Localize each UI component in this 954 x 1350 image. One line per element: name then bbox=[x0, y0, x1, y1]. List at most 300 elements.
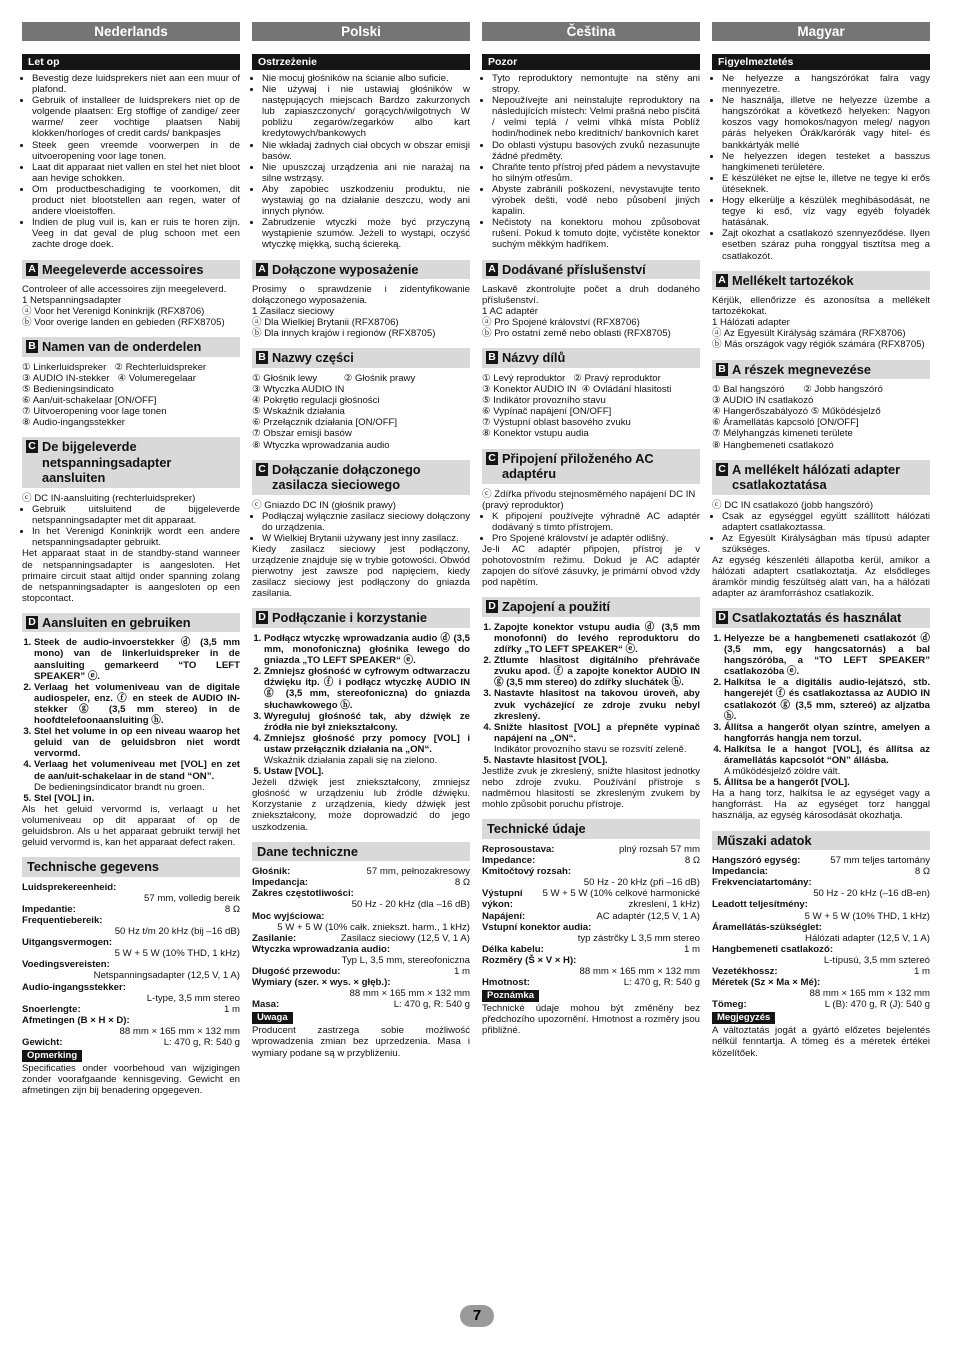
usage-steps bbox=[22, 637, 240, 803]
accessory-item: ⓐ Pro Spojené království (RFX8706) bbox=[482, 317, 640, 329]
spec-row bbox=[712, 999, 930, 1010]
spec-key: Vezetékhossz: bbox=[712, 966, 778, 977]
parts-section-title: Nazwy części bbox=[272, 350, 354, 366]
spec-value: 1 m bbox=[684, 943, 700, 955]
warning-item: • Nečistoty na konektoru mohou způsobovat rušení. Pokud k tomuto dojte, vyčistěte konektor suchým měkkým hadříkem. bbox=[492, 217, 700, 250]
warning-item: • Nie upuszczaj urządzenia ani nie narażaj na silne wstrząsy. bbox=[262, 162, 470, 184]
usage-step bbox=[34, 682, 240, 726]
adapter-section bbox=[252, 460, 470, 495]
usage-step-text: Stel het volume in op een niveau waarop het geluid van de geluidsbron niet wordt vervormd. bbox=[34, 726, 240, 760]
usage-step-text: Steek de audio-invoerstekker ⓓ (3,5 mm mono) van de linkerluidspreker in de aansluiting gemarkeerd “TO LEFT SPEAKER” ⓔ. bbox=[34, 637, 240, 682]
warning-item: • Ne helyezzen idegen testeket a basszus hangkimeneti területére. bbox=[722, 151, 930, 173]
usage-step bbox=[494, 655, 700, 688]
usage-step bbox=[724, 677, 930, 721]
spec-value: 57 mm teljes tartomány bbox=[830, 855, 930, 867]
part-item: ⑤ Bedieningsindicato bbox=[22, 384, 114, 396]
page-number: 7 bbox=[460, 1305, 494, 1327]
specs-section-title: Dane techniczne bbox=[257, 843, 358, 859]
spec-value: 8 Ω bbox=[224, 903, 240, 915]
adapter-intro: ⓒ Zdířka přívodu stejnosměrného napájení DC IN (pravý reproduktor) bbox=[482, 488, 696, 511]
warning-list bbox=[22, 73, 240, 251]
specs-list bbox=[22, 882, 240, 1048]
spec-value: L: 470 g, R: 540 g bbox=[163, 1036, 240, 1048]
warning-item: • Abyste zabránili poškození, nevystavujte tento výrobek dešti, vodě nebo působení jiných kapalin. bbox=[492, 184, 700, 217]
spec-key: Wymiary (szer. × wys. × głęb.): bbox=[252, 977, 391, 989]
part-item: ⑦ Uitvoeropening voor lage tonen bbox=[22, 406, 167, 418]
warning-item: • Steek geen vreemde voorwerpen in de uitvoeropening voor lage tonen. bbox=[32, 140, 240, 162]
part-item: ⑧ Hangbemeneti csatlakozó bbox=[712, 439, 834, 451]
specs-list bbox=[252, 866, 470, 1010]
spec-value: 8 Ω bbox=[454, 877, 470, 889]
usage-section bbox=[712, 608, 930, 628]
warning-heading: Ostrzeżenie bbox=[252, 54, 470, 70]
spec-row bbox=[712, 855, 930, 866]
spec-key: Uitgangsvermogen: bbox=[22, 937, 113, 949]
warning-item: • Aby zapobiec uszkodzeniu produktu, nie wystawiaj go na działanie deszczu, wody ani innych płynów. bbox=[262, 184, 470, 217]
spec-key: Impedancja: bbox=[252, 877, 308, 889]
specs-section-title: Technické údaje bbox=[487, 821, 586, 837]
usage-step bbox=[494, 722, 700, 755]
warning-item: • Bevestig deze luidsprekers niet aan een muur of plafond. bbox=[32, 73, 240, 95]
spec-row bbox=[712, 866, 930, 877]
section-letter: B bbox=[716, 363, 728, 376]
usage-step-text: Zmniejsz głośność w cyfrowym odtwarzaczu dźwięku itp. ⓕ i podłącz wtyczkę AUDIO IN ⓖ (3,5 mm, stereofoniczna) do gniazda słuchawkowego ⓗ. bbox=[264, 666, 470, 711]
usage-step-text: Helyezze be a hangbemeneti csatlakozót ⓓ (3,5 mm, egy hangcsatornás) a bal hangszóróba, a “TO LEFT SPEAKER” csatlakozóba ⓔ. bbox=[724, 632, 930, 678]
specs-section bbox=[252, 842, 470, 862]
warning-item: • Nie używaj i nie ustawiaj głośników w następujących miejscach Bardzo zakurzonych lub zapiaszczonych/ gorących/wilgotnych W pobliżu zegarów/zegarków albo kart kredytowych/bankowych bbox=[262, 84, 470, 139]
spec-value: typ zástrčky L 3,5 mm stereo bbox=[577, 932, 700, 944]
spec-value: L-type, 3,5 mm stereo bbox=[146, 992, 240, 1004]
note-label: Uwaga bbox=[252, 1012, 293, 1024]
part-item: ① Linkerluidspreker ② Rechterluidspreker bbox=[22, 361, 207, 373]
part-item: ⑤ Indikátor provozního stavu bbox=[482, 395, 606, 407]
part-item: ⑥ Przełącznik działania [ON/OFF] bbox=[252, 417, 398, 429]
spec-value: 1 m bbox=[454, 966, 470, 977]
specs-section-title: Technische gegevens bbox=[27, 859, 160, 875]
accessories-section bbox=[252, 260, 470, 280]
spec-key: Zasilanie: bbox=[252, 932, 297, 944]
spec-value: 5 W + 5 W (10% całk. zniekszt. harm., 1 kHz) bbox=[277, 921, 470, 933]
part-item: ⑦ Mélyhangzás kimeneti területe bbox=[712, 428, 853, 440]
part-item: ③ AUDIO IN csatlakozó bbox=[712, 395, 814, 407]
spec-row bbox=[482, 944, 700, 955]
spec-key: Impedancia: bbox=[712, 866, 768, 878]
spec-key: Luidsprekereenheid: bbox=[22, 881, 117, 893]
part-item: ⑧ Konektor vstupu audia bbox=[482, 428, 589, 440]
language-header: Čeština bbox=[482, 22, 700, 41]
accessory-item: 1 Hálózati adapter bbox=[712, 317, 790, 329]
accessories-section-title: Meegeleverde accessoires bbox=[42, 261, 204, 277]
accessories-section-title: Mellékelt tartozékok bbox=[732, 272, 854, 288]
accessory-item: 1 Netspanningsadapter bbox=[22, 295, 122, 307]
note-text: A változtatás jogát a gyártó előzetes bejelentés nélkül fenntartja. A tömeg és a méretek értékei közelítőek. bbox=[712, 1025, 930, 1059]
spec-row bbox=[712, 966, 930, 977]
section-letter: A bbox=[26, 263, 38, 276]
usage-text: Jestliže zvuk je zkreslený, snižte hlasitost jednotky nebo zdroje zvuku. Používání přístroje s nadměrnou hlasitostí se zkresleným zvukem by mohlo způsobit poruchu přístroje. bbox=[482, 766, 700, 811]
spec-key: Wtyczka wprowadzania audio: bbox=[252, 943, 391, 955]
part-item: ① Głośnik lewy ② Głośnik prawy bbox=[252, 372, 416, 384]
spec-key: Długość przewodu: bbox=[252, 966, 341, 977]
spec-value: 88 mm × 165 mm × 132 mm bbox=[349, 988, 470, 1000]
spec-row bbox=[482, 888, 700, 910]
spec-value: 5 W + 5 W (10% celkové harmonické zkreslení, 1 kHz) bbox=[542, 888, 700, 911]
specs-list bbox=[482, 844, 700, 988]
usage-step-text: Nastavte hlasitost na takovou úroveň, aby zvuk vycházející ze zdroje zvuku nebyl zkreslený. bbox=[494, 688, 700, 722]
part-item: ⑥ Vypínač napájení [ON/OFF] bbox=[482, 406, 612, 418]
usage-step bbox=[34, 793, 240, 804]
part-item: ⑧ Wtyczka wprowadzania audio bbox=[252, 439, 390, 451]
warning-heading: Let op bbox=[22, 54, 240, 70]
usage-step-text: Podłącz wtyczkę wprowadzania audio ⓓ (3,5 mm, monofoniczna) głośnika lewego do gniazda „TO LEFT SPEAKER“ ⓔ. bbox=[264, 632, 470, 667]
part-item: ④ Hangerőszabályozó ⑤ Működésjelző bbox=[712, 406, 881, 418]
column-magyar bbox=[712, 22, 930, 1059]
spec-key: Afmetingen (B × H × D): bbox=[22, 1014, 130, 1026]
section-letter: B bbox=[256, 351, 268, 364]
spec-row bbox=[252, 866, 470, 877]
spec-row bbox=[252, 966, 470, 977]
accessory-item: ⓑ Más országok vagy régiók számára (RFX8705) bbox=[712, 339, 925, 351]
spec-value: 50 Hz t/m 20 kHz (bij –16 dB) bbox=[114, 926, 240, 938]
adapter-intro: ⓒ DC IN-aansluiting (rechterluidspreker) bbox=[22, 492, 196, 504]
warning-item: • Chraňte tento přístroj před pádem a nevystavujte ho silným otřesům. bbox=[492, 162, 700, 184]
section-letter: C bbox=[256, 463, 268, 476]
section-letter: D bbox=[486, 600, 498, 613]
parts-section-title: A részek megnevezése bbox=[732, 361, 871, 377]
spec-key: Zakres częstotliwości: bbox=[252, 888, 354, 900]
part-item: ⑥ Aan/uit-schakelaar [ON/OFF] bbox=[22, 395, 157, 407]
warning-item: • Tyto reproduktory nemontujte na stěny ani stropy. bbox=[492, 73, 700, 95]
spec-key: Vstupní konektor audia: bbox=[482, 921, 592, 933]
spec-row bbox=[22, 1004, 240, 1015]
usage-step bbox=[494, 622, 700, 655]
spec-value: 57 mm, pełnozakresowy bbox=[366, 866, 470, 878]
part-item: ⑤ Wskaźnik działania bbox=[252, 406, 345, 418]
usage-step bbox=[34, 637, 240, 681]
language-header: Nederlands bbox=[22, 22, 240, 41]
usage-step-text: Ztlumte hlasitost digitálního přehrávače zvuku apod. ⓕ a zapojte konektor AUDIO IN ⓖ (3,5 mm stereo) do zdířky sluchátek ⓗ. bbox=[494, 655, 700, 689]
adapter-section-title: Připojení přiloženého AC adaptéru bbox=[502, 450, 654, 482]
accessories-text: Controleer of alle accessoires zijn meegeleverd. bbox=[22, 284, 227, 295]
warning-item: • Do oblasti výstupu basových zvuků nezasunujte žádné předměty. bbox=[492, 140, 700, 162]
usage-text: Ha a hang torz, halkítsa le az egységet vagy a hangforrást. Ha az egységet torz hanggal használja, az egység károsodását okozhatja. bbox=[712, 788, 930, 822]
adapter-bullet: • In het Verenigd Koninkrijk wordt een andere netspanningsadapter gebruikt. bbox=[32, 526, 240, 548]
spec-row bbox=[482, 911, 700, 922]
section-letter: D bbox=[26, 616, 38, 629]
usage-text: Jeżeli dźwięk jest zniekształcony, zmniejsz głośność w urządzeniu lub źródle dźwięku. Korzystanie z urządzenia, kiedy dźwięk jest zniekształcony, może doprowadzić do jego uszkodzenia. bbox=[252, 777, 470, 833]
warning-item: • Nie mocuj głośników na ścianie albo suficie. bbox=[262, 73, 470, 84]
accessory-item: ⓐ Dla Wielkiej Brytanii (RFX8706) bbox=[252, 317, 399, 329]
accessory-item: ⓑ Voor overige landen en gebieden (RFX8705) bbox=[22, 317, 225, 329]
spec-row bbox=[22, 904, 240, 915]
warning-item: • Om productbeschadiging te voorkomen, dit product niet blootstellen aan regen, water of andere vloeistoffen. bbox=[32, 184, 240, 217]
warning-list bbox=[252, 73, 470, 251]
spec-key: Impedance: bbox=[482, 855, 536, 867]
spec-key: Reprosoustava: bbox=[482, 843, 555, 855]
adapter-text: Kiedy zasilacz sieciowy jest podłączony, urządzenie znajduje się w trybie gotowości. Obwód pierwotny jest zawsze pod napięciem, kiedy zasilacz sieciowy jest podłączony do gniazda zasilania. bbox=[252, 544, 470, 600]
warning-item: • Zabrudzenie wtyczki może być przyczyną wystąpienie szumów. Jeżeli to wystąpi, oczyść wtyczkę miękką, suchą ściereką. bbox=[262, 217, 470, 250]
spec-value: 50 Hz - 20 kHz (při –16 dB) bbox=[583, 877, 700, 889]
adapter-text: Het apparaat staat in de standby-stand wanneer de netspanningsadapter is aangesloten. Het primaire circuit staat altijd onder spanning zolang de netspanningsadapter is aangesloten op een stopcontact. bbox=[22, 548, 240, 604]
parts-section-title: Namen van de onderdelen bbox=[42, 339, 202, 355]
note-text: Technické údaje mohou být změněny bez předchozího upozornění. Hmotnost a rozměry jsou přibližné. bbox=[482, 1003, 700, 1037]
adapter-bullets bbox=[252, 511, 470, 544]
usage-steps bbox=[482, 622, 700, 766]
adapter-bullet: • Az Egyesült Királyságban más típusú adapter szükséges. bbox=[722, 533, 930, 555]
accessory-item: ⓐ Az Egyesült Királyság számára (RFX8706) bbox=[712, 328, 906, 340]
part-item: ⑧ Audio-ingangsstekker bbox=[22, 417, 125, 429]
usage-step-note: Indikátor provozního stavu se rozsvítí zeleně. bbox=[494, 743, 687, 755]
accessory-item: ⓑ Dla innych krajów i regionów (RFX8705) bbox=[252, 328, 436, 340]
usage-step-text: Állítsa a hangerőt olyan szintre, amelyen a hangforrás hangja nem torzul. bbox=[724, 721, 930, 744]
usage-step bbox=[724, 744, 930, 777]
adapter-bullet: • K připojení používejte výhradně AC adaptér dodávaný s tímto přístrojem. bbox=[492, 511, 700, 533]
spec-value: 88 mm × 165 mm × 132 mm bbox=[579, 966, 700, 977]
spec-value: 1 m bbox=[224, 1003, 240, 1015]
spec-value: 57 mm, volledig bereik bbox=[144, 892, 240, 904]
note-text: Producent zastrzega sobie możliwość wprowadzenia zmian bez uprzedzenia. Masa i wymiary podane są w przybliżeniu. bbox=[252, 1025, 470, 1059]
spec-key: Impedantie: bbox=[22, 903, 76, 915]
adapter-bullet: • Podłączaj wyłącznie zasilacz sieciowy dołączony do urządzenia. bbox=[262, 511, 470, 533]
usage-step-text: Halkítsa le a hangot [VOL], és állítsa az áramellátás kapcsolót “ON” állásba. bbox=[724, 743, 930, 766]
usage-step bbox=[264, 711, 470, 733]
part-item: ① Bal hangszóró ② Jobb hangszóró bbox=[712, 384, 883, 396]
spec-value: 50 Hz - 20 kHz (–16 dB-en) bbox=[813, 888, 930, 900]
spec-row bbox=[482, 977, 700, 988]
spec-row bbox=[22, 1037, 240, 1048]
spec-key: Audio-ingangsstekker: bbox=[22, 981, 126, 993]
usage-text: Als het geluid vervormd is, verlaagt u het volumeniveau op dit apparaat of op de geluidsbron. Als u het apparaat gebruikt terwijl het geluid vervormd is, kan het apparaat defect raken. bbox=[22, 803, 240, 849]
usage-step bbox=[724, 777, 930, 788]
usage-step-text: Állítsa be a hangerőt [VOL]. bbox=[724, 777, 850, 789]
adapter-text: Az egység készenléti állapotba kerül, amikor a hálózati adaptert csatlakoztatja. Az elsődleges áramkör mindig feszültség alatt van, ha a hálózati adapter az áramforráshoz csatlakozik. bbox=[712, 555, 930, 600]
usage-step-text: Ustaw [VOL]. bbox=[264, 766, 324, 778]
spec-key: Hmotnost: bbox=[482, 977, 530, 989]
spec-value: AC adaptér (12,5 V, 1 A) bbox=[596, 910, 700, 922]
adapter-section bbox=[22, 437, 240, 488]
adapter-section-title: A mellékelt hálózati adapter csatlakoztatása bbox=[732, 461, 901, 493]
spec-key: Napájení: bbox=[482, 910, 526, 922]
note-label: Megjegyzés bbox=[712, 1012, 775, 1024]
accessory-item: ⓑ Pro ostatní země nebo oblasti (RFX8705) bbox=[482, 328, 671, 340]
spec-value: L: 470 g, R: 540 g bbox=[623, 977, 700, 989]
spec-key: Leadott teljesítmény: bbox=[712, 899, 808, 911]
adapter-bullet: • Csak az egységgel együtt szállított hálózati adaptert csatlakoztassa. bbox=[722, 511, 930, 533]
spec-row bbox=[252, 877, 470, 888]
accessory-item: 1 AC adaptér bbox=[482, 306, 539, 318]
spec-key: Výstupní výkon: bbox=[482, 888, 523, 911]
warning-item: • Gebruik of installeer de luidsprekers niet op de volgende plaatsen: Erg stoffige of zandige/ zeer warme/ zeer vochtige plaatsen Nabij klokken/horloges of credit cards/ bankpasjes bbox=[32, 95, 240, 139]
spec-key: Délka kabelu: bbox=[482, 943, 544, 955]
accessory-item: 1 Zasilacz sieciowy bbox=[252, 306, 335, 318]
note-label: Poznámka bbox=[482, 990, 539, 1002]
warning-heading: Figyelmeztetés bbox=[712, 54, 930, 70]
usage-section bbox=[482, 597, 700, 617]
warning-item: • E készüléket ne ejtse le, illetve ne tegye ki erős ütéseknek. bbox=[722, 173, 930, 195]
adapter-bullet: • Gebruik uitsluitend de bijgeleverde netspanningsadapter met dit apparaat. bbox=[32, 504, 240, 526]
accessories-section bbox=[482, 260, 700, 280]
spec-value: L (B): 470 g, R (J): 540 g bbox=[824, 999, 930, 1011]
parts-section-title: Názvy dílů bbox=[502, 350, 566, 366]
part-item: ③ Konektor AUDIO IN ④ Ovládání hlasitosti bbox=[482, 384, 672, 396]
usage-step bbox=[264, 766, 470, 777]
usage-step bbox=[264, 633, 470, 666]
spec-key: Snoerlengte: bbox=[22, 1003, 81, 1015]
usage-step-text: Halkítsa le a digitális audio-lejátszó, stb. hangerejét ⓕ és csatlakoztassa az AUDIO IN csatlakozót ⓖ (3,5 mm, sztereó) az aljzatba ⓗ. bbox=[724, 677, 930, 722]
usage-steps bbox=[252, 633, 470, 777]
adapter-bullets bbox=[712, 511, 930, 555]
spec-value: L-típusú, 3,5 mm sztereó bbox=[823, 954, 930, 966]
parts-section bbox=[482, 348, 700, 368]
parts-section bbox=[22, 337, 240, 357]
usage-section-title: Csatlakoztatás és használat bbox=[732, 610, 902, 626]
parts-section bbox=[252, 348, 470, 368]
note-label: Opmerking bbox=[22, 1050, 82, 1062]
usage-section bbox=[252, 608, 470, 628]
part-item: ④ Pokrętło regulacji głośności bbox=[252, 395, 380, 407]
spec-key: Masa: bbox=[252, 999, 280, 1011]
spec-row bbox=[252, 999, 470, 1010]
adapter-section bbox=[712, 460, 930, 495]
adapter-bullet: • W Wielkiej Brytanii używany jest inny zasilacz. bbox=[262, 533, 470, 544]
section-letter: A bbox=[256, 263, 268, 276]
warning-heading: Pozor bbox=[482, 54, 700, 70]
specs-section-title: Műszaki adatok bbox=[717, 832, 812, 848]
section-letter: C bbox=[716, 463, 728, 476]
spec-key: Rozměry (Š × V × H): bbox=[482, 954, 577, 966]
usage-step-text: Stel [VOL] in. bbox=[34, 792, 95, 804]
spec-row bbox=[252, 933, 470, 944]
warning-item: • Nepoužívejte ani neinstalujte reproduktory na následujících místech: Velmi prašná nebo písčitá / velmi teplá / velmi vlhká místa Poblíž hodin/hodinek nebo kreditních/ bankovních karet bbox=[492, 95, 700, 139]
spec-value: Netspanningsadapter (12,5 V, 1 A) bbox=[93, 970, 240, 982]
spec-key: Głośnik: bbox=[252, 866, 291, 878]
spec-key: Frekvenciatartomány: bbox=[712, 877, 812, 889]
adapter-intro: ⓒ DC IN csatlakozó (jobb hangszóró) bbox=[712, 499, 874, 511]
usage-step bbox=[34, 726, 240, 759]
spec-key: Tömeg: bbox=[712, 999, 747, 1011]
part-item: ⑥ Áramellátás kapcsoló [ON/OFF] bbox=[712, 417, 859, 429]
accessories-text: Laskavě zkontrolujte počet a druh dodaného příslušenství. bbox=[482, 284, 700, 307]
column-polski bbox=[252, 22, 470, 1059]
column-čeština bbox=[482, 22, 700, 1036]
usage-section-title: Podłączanie i korzystanie bbox=[272, 610, 428, 626]
spec-row bbox=[482, 844, 700, 855]
column-nederlands bbox=[22, 22, 240, 1096]
spec-key: Kmitočtový rozsah: bbox=[482, 866, 572, 878]
specs-section bbox=[482, 819, 700, 839]
warning-item: • Ne helyezze a hangszórókat falra vagy mennyezetre. bbox=[722, 73, 930, 95]
usage-step-text: Snižte hlasitost [VOL] a přepněte vypínač napájení na „ON“. bbox=[494, 721, 700, 744]
adapter-text: Je-li AC adaptér připojen, přístroj je v pohotovostním režimu. Dokud je AC adaptér zapojen do síťové zásuvky, je primární obvod vždy pod napětím. bbox=[482, 544, 700, 589]
accessories-text: Prosimy o sprawdzenie i zidentyfikowanie dołączonego wyposażenia. bbox=[252, 284, 470, 307]
section-letter: B bbox=[486, 351, 498, 364]
spec-key: Hangszóró egység: bbox=[712, 855, 801, 867]
accessories-section bbox=[22, 260, 240, 280]
warning-item: • Ne használja, illetve ne helyezze üzembe a hangszórókat a következő helyeken: Nagyon koszos vagy homokos/nagyon meleg/ nagyon párás helyeken Órák/karórák vagy hitel- és bankkártyák mellé bbox=[722, 95, 930, 150]
accessories-section-title: Dołączone wyposażenie bbox=[272, 261, 419, 277]
part-item: ⑦ Obszar emisji basów bbox=[252, 428, 352, 440]
adapter-section-title: Dołączanie dołączonego zasilacza sieciowego bbox=[272, 461, 421, 493]
spec-key: Méretek (Sz × Ma × Mé): bbox=[712, 977, 821, 989]
accessories-section-title: Dodávané příslušenství bbox=[502, 261, 646, 277]
spec-key: Frequentiebereik: bbox=[22, 914, 103, 926]
warning-item: • Zajt okozhat a csatlakozó szennyeződése. Ilyen esetben száraz puha ronggyal tisztítsa meg a csatlakozót. bbox=[722, 228, 930, 261]
section-letter: D bbox=[256, 611, 268, 624]
part-item: ⑦ Výstupní oblast basového zvuku bbox=[482, 417, 631, 429]
spec-key: Moc wyjściowa: bbox=[252, 910, 325, 922]
warning-item: • Indien de plug vuil is, kan er ruis te horen zijn. Veeg in dat geval de plug schoon met een zachte droge doek. bbox=[32, 217, 240, 250]
spec-value: 8 Ω bbox=[914, 866, 930, 878]
section-letter: A bbox=[486, 263, 498, 276]
warning-item: • Hogy elkerülje a készülék meghibásodását, ne tegye ki eső, víz vagy egyéb folyadék hatásának. bbox=[722, 195, 930, 228]
specs-section bbox=[22, 857, 240, 877]
usage-step-note: Wskaźnik działania zapali się na zielono. bbox=[264, 755, 438, 766]
spec-value: 88 mm × 165 mm × 132 mm bbox=[119, 1025, 240, 1037]
spec-key: Voedingsvereisten: bbox=[22, 959, 110, 971]
adapter-bullets bbox=[22, 504, 240, 548]
adapter-bullets bbox=[482, 511, 700, 544]
language-header: Polski bbox=[252, 22, 470, 41]
usage-step bbox=[724, 633, 930, 677]
spec-key: Gewicht: bbox=[22, 1036, 63, 1048]
parts-section bbox=[712, 360, 930, 380]
usage-step bbox=[264, 666, 470, 710]
section-letter: A bbox=[716, 274, 728, 287]
adapter-section bbox=[482, 449, 700, 484]
usage-step-text: Verlaag het volumeniveau met [VOL] en zet de aan/uit-schakelaar in de stand “ON”. bbox=[34, 759, 240, 782]
accessories-text: Kérjük, ellenőrizze és azonosítsa a mellékelt tartozékokat. bbox=[712, 295, 930, 318]
usage-step bbox=[494, 688, 700, 721]
warning-item: • Nie wkładaj żadnych ciał obcych w obszar emisji basów. bbox=[262, 140, 470, 162]
adapter-section-title: De bijgeleverde netspanningsadapter aansluiten bbox=[42, 439, 172, 486]
spec-value: 88 mm × 165 mm × 132 mm bbox=[809, 988, 930, 1000]
usage-step bbox=[724, 722, 930, 744]
specs-section bbox=[712, 831, 930, 851]
part-item: ① Levý reproduktor ② Pravý reproduktor bbox=[482, 372, 661, 384]
usage-step-text: Verlaag het volumeniveau van de digitale audiospeler, enz. ⓕ en steek de AUDIO IN-stekker ⓖ (3,5 mm stereo) in de hoofdtelefoonaansluiting ⓗ. bbox=[34, 681, 240, 727]
adapter-intro: ⓒ Gniazdo DC IN (głośnik prawy) bbox=[252, 499, 396, 511]
spec-value: 50 Hz - 20 kHz (dla –16 dB) bbox=[351, 899, 470, 911]
usage-step-note: De bedieningsindicator brandt nu groen. bbox=[34, 781, 205, 793]
usage-step-note: A működésjelző zöldre vált. bbox=[724, 766, 841, 778]
spec-value: L: 470 g, R: 540 g bbox=[393, 999, 470, 1011]
spec-value: 5 W + 5 W (10% THD, 1 kHz) bbox=[804, 910, 930, 922]
spec-value: plný rozsah 57 mm bbox=[618, 843, 700, 855]
usage-step-text: Nastavte hlasitost [VOL]. bbox=[494, 755, 608, 766]
spec-row bbox=[482, 855, 700, 866]
spec-value: 8 Ω bbox=[684, 855, 700, 867]
part-item: ③ AUDIO IN-stekker ④ Volumeregelaar bbox=[22, 372, 196, 384]
warning-list bbox=[712, 73, 930, 262]
part-item: ③ Wtyczka AUDIO IN bbox=[252, 384, 345, 396]
section-letter: C bbox=[486, 452, 498, 465]
usage-step bbox=[494, 755, 700, 766]
warning-list bbox=[482, 73, 700, 251]
usage-section-title: Zapojení a použití bbox=[502, 599, 611, 615]
spec-value: Zasilacz sieciowy (12,5 V, 1 A) bbox=[340, 932, 470, 944]
usage-step bbox=[264, 733, 470, 766]
usage-step bbox=[34, 759, 240, 792]
accessory-item: ⓐ Voor het Verenigd Koninkrijk (RFX8706) bbox=[22, 306, 205, 318]
spec-value: 1 m bbox=[914, 966, 930, 977]
warning-item: • Laat dit apparaat niet vallen en stel het niet bloot aan hevige schokken. bbox=[32, 162, 240, 184]
spec-key: Áramellátás-szükséglet: bbox=[712, 921, 822, 933]
spec-value: 5 W + 5 W (10% THD, 1 kHz) bbox=[114, 948, 240, 960]
note-text: Specificaties onder voorbehoud van wijzigingen zonder voorafgaande kennisgeving. Gewicht en afmetingen zijn bij benadering opgegeven. bbox=[22, 1063, 240, 1097]
section-letter: B bbox=[26, 340, 38, 353]
usage-step-text: Wyreguluj głośność tak, aby dźwięk ze źródła nie był zniekształcony. bbox=[264, 710, 470, 733]
spec-value: Typ L, 3,5 mm, stereofoniczna bbox=[341, 954, 470, 966]
language-header: Magyar bbox=[712, 22, 930, 41]
